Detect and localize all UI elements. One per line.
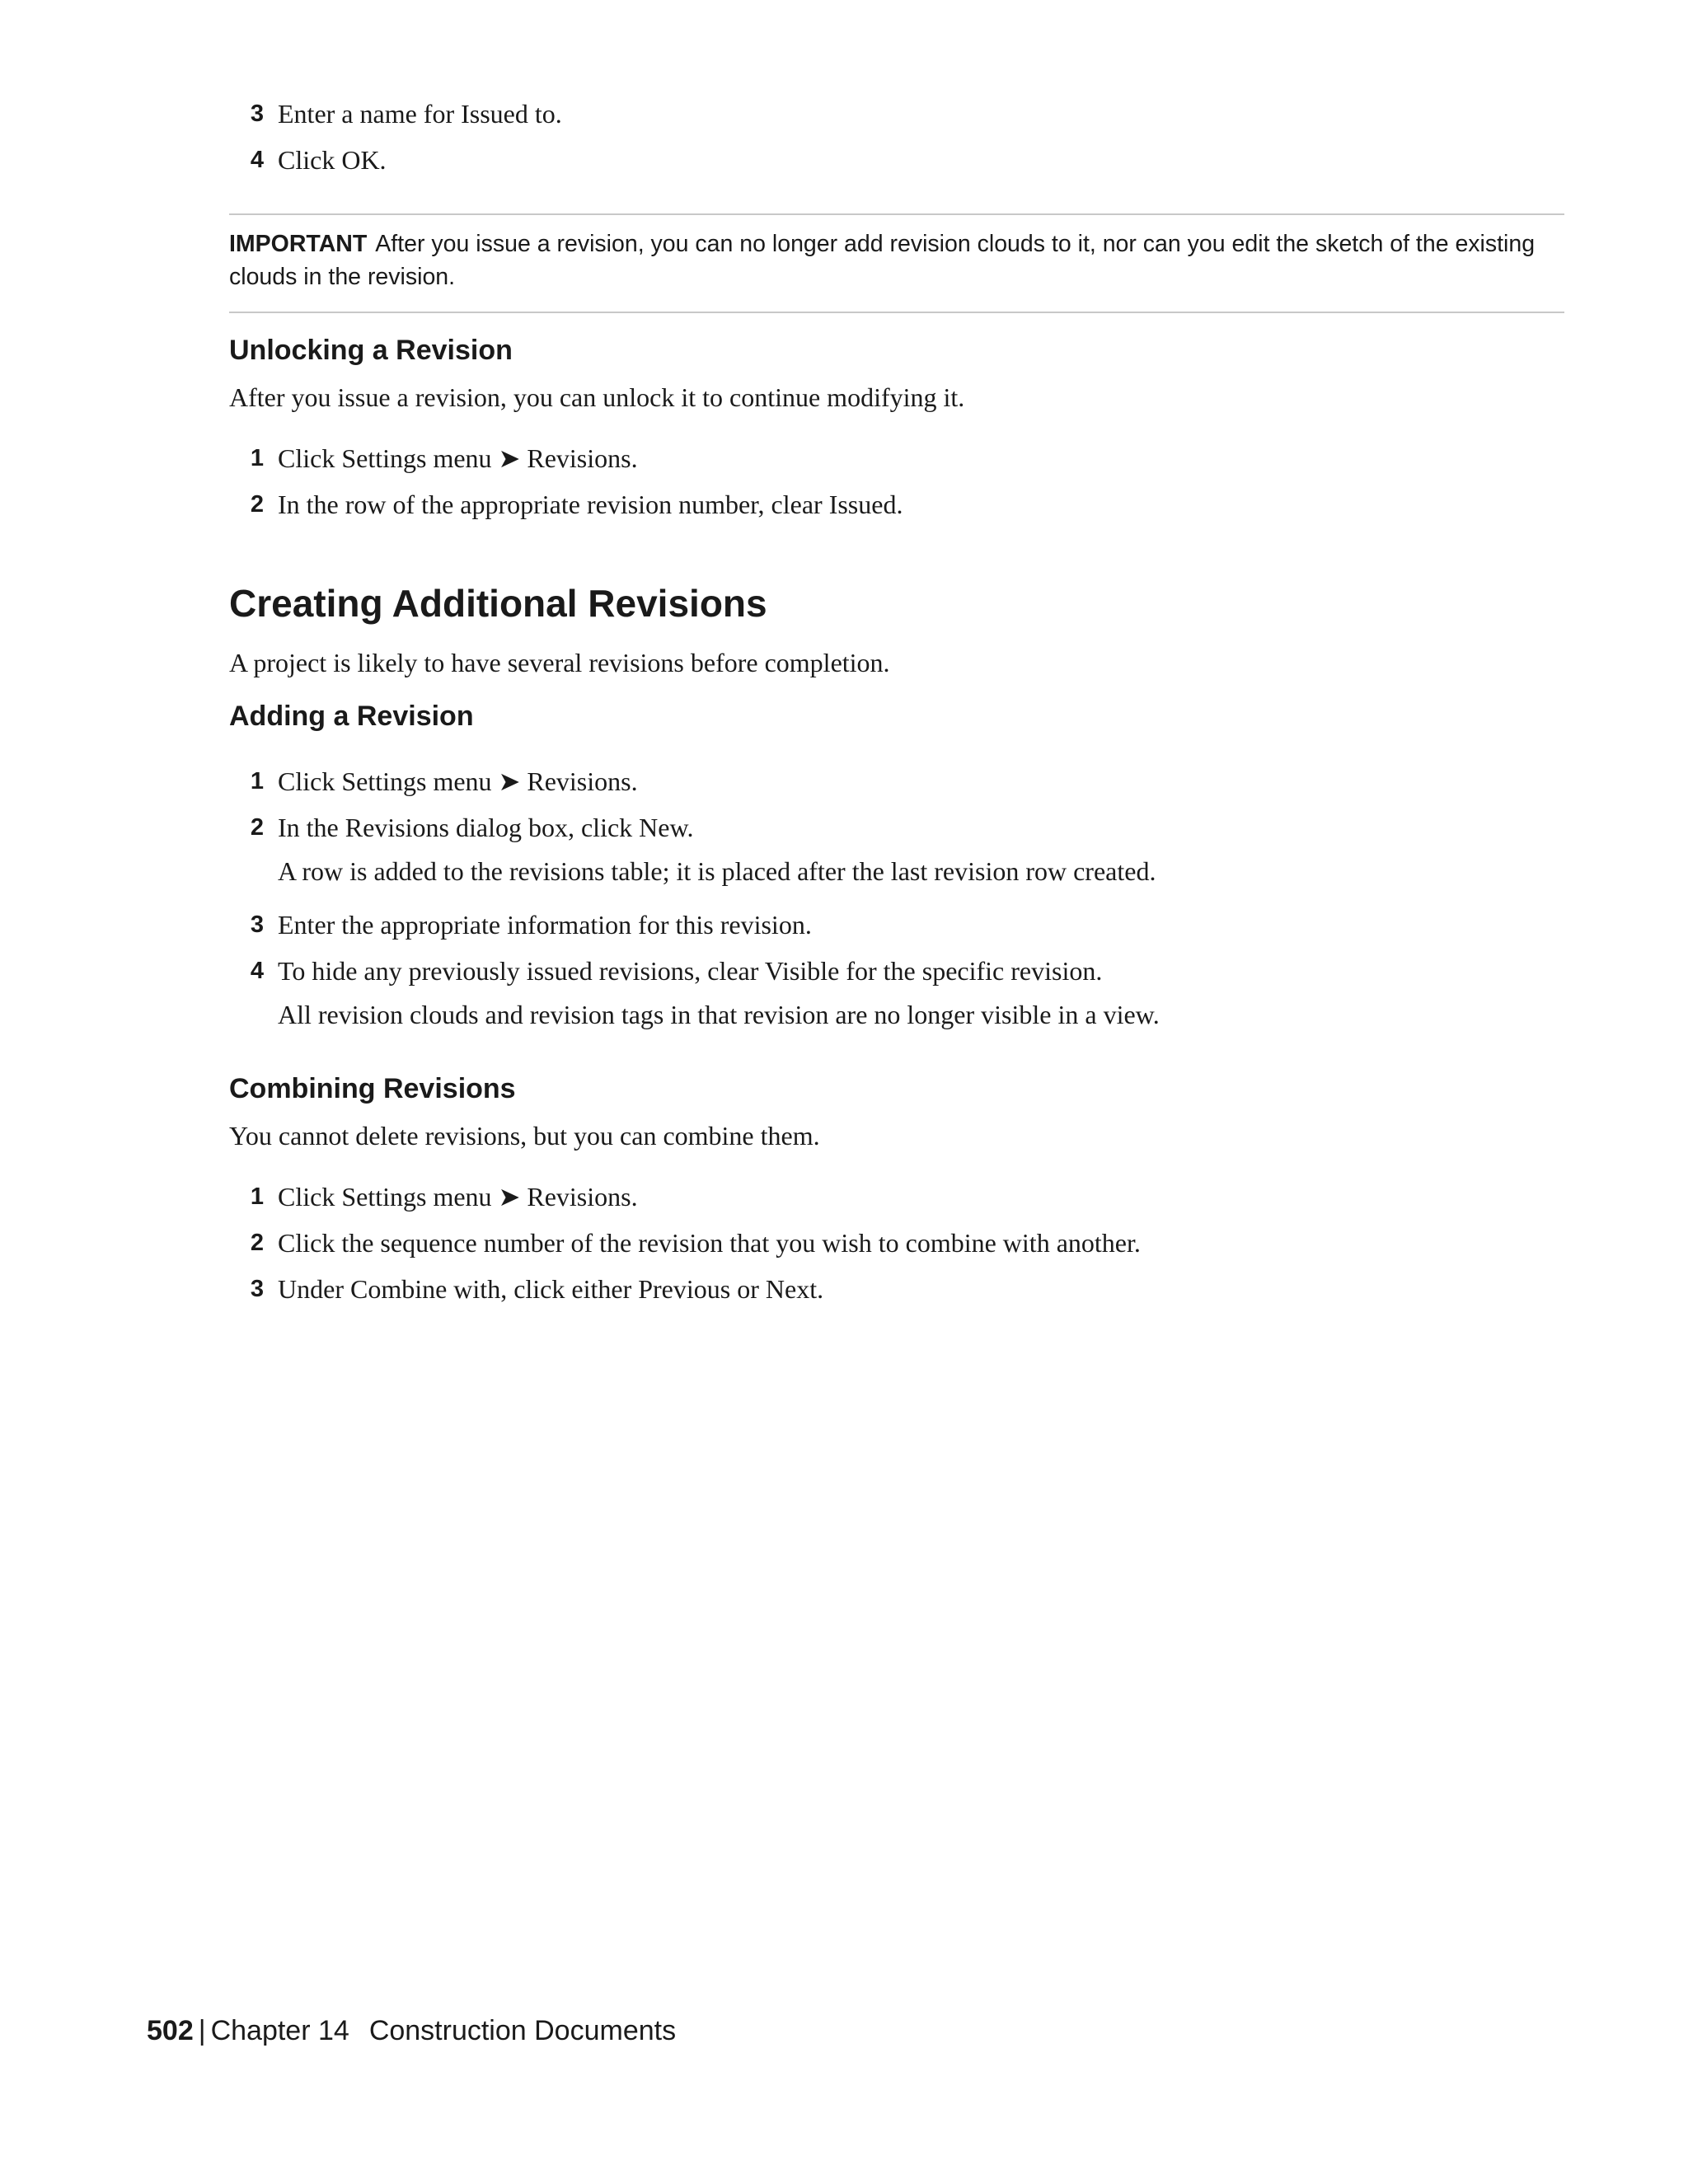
important-text: After you issue a revision, you can no longer add revision clouds to it, nor can you edit the sketch of the existing clouds in the revision. — [229, 231, 1536, 290]
step-text: Click Settings menu ➤ Revisions. — [278, 443, 638, 473]
page-number: 502 — [147, 2015, 194, 2046]
step-number: 4 — [250, 958, 264, 984]
step-number: 2 — [250, 1230, 264, 1256]
note-top-rule — [229, 213, 1564, 215]
footer-separator: | — [198, 2015, 206, 2046]
step-text: Click OK. — [278, 145, 387, 175]
step-number: 1 — [250, 768, 264, 794]
chapter-title: Construction Documents — [368, 2015, 677, 2046]
unlocking-intro: After you issue a revision, you can unlock it to continue modifying it. — [229, 382, 965, 412]
step-text: In the Revisions dialog box, click New. — [278, 813, 694, 842]
step-text: Click Settings menu ➤ Revisions. — [278, 1182, 638, 1212]
step-number: 2 — [250, 814, 264, 841]
step-text: To hide any previously issued revisions, clear Visible for the specific revision. — [278, 956, 1103, 986]
step-text: Click the sequence number of the revision that you wish to combine with another. — [278, 1228, 1141, 1258]
important-label: IMPORTANT — [229, 231, 368, 257]
step-text: Under Combine with, click either Previous or Next. — [278, 1274, 824, 1304]
note-bottom-rule — [229, 312, 1564, 313]
section-heading-creating: Creating Additional Revisions — [229, 582, 767, 625]
step-text: In the row of the appropriate revision number, clear Issued. — [278, 490, 903, 519]
step-number: 4 — [250, 147, 264, 173]
chapter-label: Chapter 14 — [210, 2015, 349, 2046]
step-number: 3 — [250, 1276, 264, 1302]
creating-intro: A project is likely to have several revisions before completion. — [229, 648, 890, 677]
combining-intro: You cannot delete revisions, but you can combine them. — [229, 1121, 820, 1151]
step-note: A row is added to the revisions table; it is placed after the last revision row created. — [278, 856, 1156, 886]
step-number: 1 — [250, 445, 264, 471]
page-footer — [147, 2013, 676, 2049]
section-heading-unlocking: Unlocking a Revision — [229, 335, 513, 366]
section-heading-combining: Combining Revisions — [229, 1073, 516, 1104]
important-note — [229, 227, 1573, 293]
step-text: Enter the appropriate information for this revision. — [278, 910, 812, 940]
step-number: 3 — [250, 912, 264, 938]
step-number: 1 — [250, 1183, 264, 1210]
step-number: 3 — [250, 101, 264, 127]
section-heading-adding: Adding a Revision — [229, 701, 474, 732]
step-number: 2 — [250, 491, 264, 518]
step-text: Enter a name for Issued to. — [278, 99, 562, 129]
step-note: All revision clouds and revision tags in that revision are no longer visible in a view. — [278, 1000, 1160, 1029]
step-text: Click Settings menu ➤ Revisions. — [278, 766, 638, 796]
